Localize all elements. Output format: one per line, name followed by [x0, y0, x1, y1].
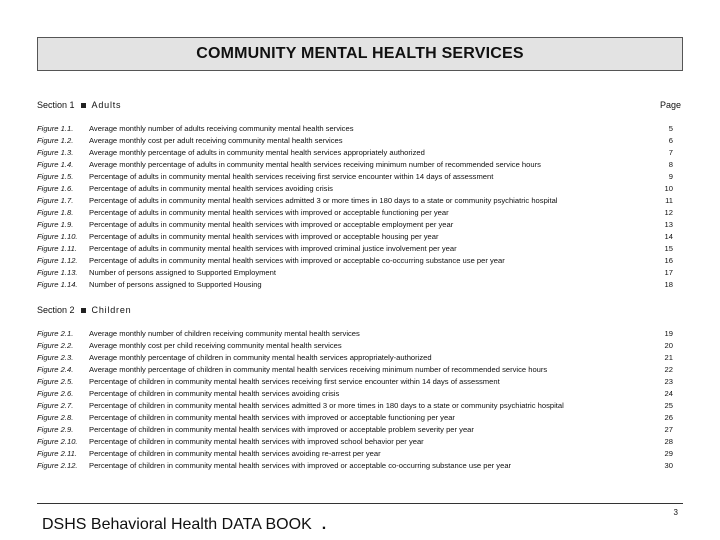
figure-row [37, 195, 683, 207]
footer-dot: . [321, 516, 327, 533]
figure-page-number: 16 [664, 256, 673, 265]
figure-page-number: 24 [664, 389, 673, 398]
figure-row [37, 400, 683, 412]
figure-title: Percentage of adults in community mental health services admitted 3 or more times in 180 days to a state or community psychiatric hospital [89, 196, 558, 205]
figure-row [37, 412, 683, 424]
figure-page-number: 15 [664, 244, 673, 253]
figure-title: Average monthly number of adults receiving community mental health services [89, 124, 354, 133]
figure-page-number: 14 [664, 232, 673, 241]
figure-page-number: 25 [664, 401, 673, 410]
figure-label: Figure 2.8. [37, 413, 74, 422]
figure-row [37, 207, 683, 219]
footer-title-text: DSHS Behavioral Health DATA BOOK [42, 516, 312, 533]
figure-page-number: 18 [664, 280, 673, 289]
figure-title: Percentage of adults in community mental health services with improved or acceptable functioning per year [89, 208, 449, 217]
figure-label: Figure 1.13. [37, 268, 78, 277]
figure-label: Figure 1.9. [37, 220, 74, 229]
figure-page-number: 20 [664, 341, 673, 350]
figure-label: Figure 2.10. [37, 437, 78, 446]
square-bullet-icon [81, 103, 86, 108]
square-bullet-icon [81, 308, 86, 313]
figure-label: Figure 2.9. [37, 425, 74, 434]
figure-page-number: 11 [665, 196, 673, 205]
figure-page-number: 30 [664, 461, 673, 470]
figure-label: Figure 1.4. [37, 160, 74, 169]
figure-page-number: 8 [668, 160, 673, 169]
figure-page-number: 9 [668, 172, 673, 181]
figure-label: Figure 2.1. [37, 329, 74, 338]
footer-divider [37, 503, 683, 504]
figure-row [37, 364, 683, 376]
figure-page-number: 6 [668, 136, 673, 145]
figure-label: Figure 1.7. [37, 196, 74, 205]
figure-page-number: 10 [664, 184, 673, 193]
figure-label: Figure 1.12. [37, 256, 78, 265]
section-1-header [37, 99, 683, 111]
figure-title: Average monthly percentage of children in community mental health services receiving minimum number of recommended service hours [89, 365, 548, 374]
page-title: COMMUNITY MENTAL HEALTH SERVICES [196, 45, 524, 62]
figure-page-number: 12 [664, 208, 673, 217]
figure-row [37, 243, 683, 255]
figure-row [37, 460, 683, 472]
footer-title [42, 516, 326, 534]
figure-row [37, 159, 683, 171]
figure-label: Figure 1.5. [37, 172, 74, 181]
figure-label: Figure 1.6. [37, 184, 74, 193]
figure-row [37, 388, 683, 400]
section-2-label: Section 2 [37, 305, 75, 315]
figure-page-number: 22 [664, 365, 673, 374]
figure-row [37, 267, 683, 279]
figure-label: Figure 1.2. [37, 136, 74, 145]
figure-row [37, 448, 683, 460]
figure-page-number: 19 [664, 329, 673, 338]
figure-title: Average monthly cost per child receiving community mental health services [89, 341, 342, 350]
figure-label: Figure 1.8. [37, 208, 74, 217]
figure-row [37, 183, 683, 195]
figure-row [37, 376, 683, 388]
footer-page-number: 3 [673, 508, 678, 517]
figure-label: Figure 2.5. [37, 377, 74, 386]
section-1-figure-list [37, 123, 683, 291]
figure-row [37, 255, 683, 267]
title-box [37, 37, 683, 71]
figure-title: Percentage of children in community mental health services avoiding re-arrest per year [89, 449, 381, 458]
figure-row [37, 340, 683, 352]
figure-label: Figure 1.1. [37, 124, 74, 133]
figure-page-number: 17 [664, 268, 673, 277]
figure-row [37, 424, 683, 436]
figure-label: Figure 2.3. [37, 353, 74, 362]
section-2-name: Children [91, 305, 132, 315]
figure-row [37, 279, 683, 291]
figure-title: Percentage of children in community mental health services with improved school behavior per year [89, 437, 424, 446]
section-2-figure-list [37, 328, 683, 472]
figure-title: Percentage of children in community mental health services with improved or acceptable functioning per year [89, 413, 455, 422]
section-1-label: Section 1 [37, 100, 75, 110]
figure-page-number: 29 [664, 449, 673, 458]
figure-page-number: 27 [664, 425, 673, 434]
figure-page-number: 26 [664, 413, 673, 422]
figure-label: Figure 2.6. [37, 389, 74, 398]
figure-label: Figure 1.14. [37, 280, 78, 289]
figure-label: Figure 2.4. [37, 365, 74, 374]
figure-row [37, 231, 683, 243]
figure-title: Percentage of adults in community mental health services receiving first service encounter within 14 days of assessment [89, 172, 494, 181]
figure-title: Percentage of children in community mental health services with improved or acceptable co-occurring substance use per year [89, 461, 512, 470]
figure-row [37, 328, 683, 340]
figure-row [37, 147, 683, 159]
figure-title: Percentage of children in community mental health services admitted 3 or more times in 180 days to a state or community psychiatric hospital [89, 401, 564, 410]
figure-label: Figure 1.3. [37, 148, 74, 157]
figure-row [37, 123, 683, 135]
figure-title: Average monthly percentage of children in community mental health services appropriately-authorized [89, 353, 432, 362]
figure-label: Figure 1.11. [37, 244, 77, 253]
figure-page-number: 21 [664, 353, 673, 362]
figure-label: Figure 2.11. [37, 449, 77, 458]
figure-title: Percentage of adults in community mental health services with improved or acceptable housing per year [89, 232, 439, 241]
figure-title: Percentage of adults in community mental health services avoiding crisis [89, 184, 333, 193]
figure-label: Figure 1.10. [37, 232, 78, 241]
figure-title: Percentage of children in community mental health services with improved or acceptable problem severity per year [89, 425, 474, 434]
figure-page-number: 5 [668, 124, 673, 133]
figure-title: Percentage of children in community mental health services avoiding crisis [89, 389, 340, 398]
figure-row [37, 219, 683, 231]
figure-title: Number of persons assigned to Supported Employment [89, 268, 276, 277]
figure-row [37, 135, 683, 147]
section-2-header [37, 304, 683, 316]
figure-page-number: 23 [664, 377, 673, 386]
figure-title: Percentage of adults in community mental health services with improved or acceptable co-occurring substance use per year [89, 256, 505, 265]
figure-label: Figure 2.12. [37, 461, 78, 470]
page-column-header: Page [659, 100, 681, 110]
figure-row [37, 436, 683, 448]
figure-title: Percentage of children in community mental health services receiving first service encounter within 14 days of assessment [89, 377, 500, 386]
figure-title: Number of persons assigned to Supported Housing [89, 280, 262, 289]
figure-label: Figure 2.2. [37, 341, 74, 350]
figure-title: Average monthly number of children receiving community mental health services [89, 329, 360, 338]
figure-page-number: 13 [664, 220, 673, 229]
figure-label: Figure 2.7. [37, 401, 74, 410]
figure-title: Percentage of adults in community mental health services with improved or acceptable employment per year [89, 220, 454, 229]
figure-title: Average monthly cost per adult receiving community mental health services [89, 136, 343, 145]
figure-row [37, 352, 683, 364]
figure-page-number: 7 [668, 148, 673, 157]
figure-page-number: 28 [664, 437, 673, 446]
figure-title: Percentage of adults in community mental health services with improved criminal justice involvement per year [89, 244, 457, 253]
figure-title: Average monthly percentage of adults in community mental health services receiving minimum number of recommended service hours [89, 160, 541, 169]
figure-row [37, 171, 683, 183]
figure-title: Average monthly percentage of adults in community mental health services appropriately authorized [89, 148, 425, 157]
section-1-name: Adults [91, 100, 122, 110]
